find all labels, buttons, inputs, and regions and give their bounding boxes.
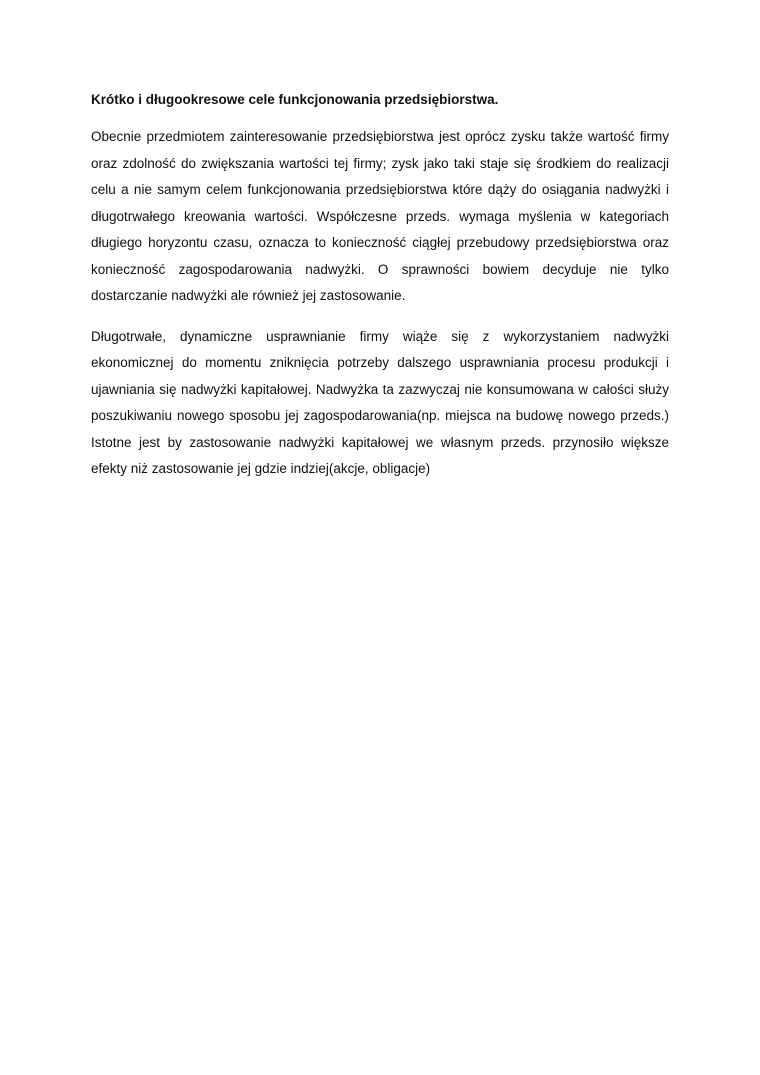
document-title: Krótko i długookresowe cele funkcjonowania przedsiębiorstwa. <box>91 92 499 107</box>
paragraph-1: Obecnie przedmiotem zainteresowanie przedsiębiorstwa jest oprócz zysku także wartość firmy oraz zdolność do zwiększania wartości tej firmy; zysk jako taki staje się środkiem do realizacji celu a nie samym celem funkcjonowania przedsiębiorstwa które dąży do osiągania nadwyżki i długotrwałego kreowania wartości. Współczesne przeds. wymaga myślenia w kategoriach długiego horyzontu czasu, oznacza to konieczność ciągłej przebudowy przedsiębiorstwa oraz konieczność zagospodarowania nadwyżki. O sprawności bowiem decyduje nie tylko dostarczanie nadwyżki ale również jej zastosowanie. <box>91 129 669 303</box>
document-body <box>91 90 669 497</box>
paragraph-2: Długotrwałe, dynamiczne usprawnianie firmy wiąże się z wykorzystaniem nadwyżki ekonomicznej do momentu zniknięcia potrzeby dalszego usprawniania procesu produkcji i ujawniania się nadwyżki kapitałowej. Nadwyżka ta zazwyczaj nie konsumowana w całości służy poszukiwaniu nowego sposobu jej zagospodarowania(np. miejsca na budowę nowego przeds.) Istotne jest by zastosowanie nadwyżki kapitałowej we własnym przeds. przynosiło większe efekty niż zastosowanie jej gdzie indziej(akcje, obligacje) <box>91 328 669 476</box>
